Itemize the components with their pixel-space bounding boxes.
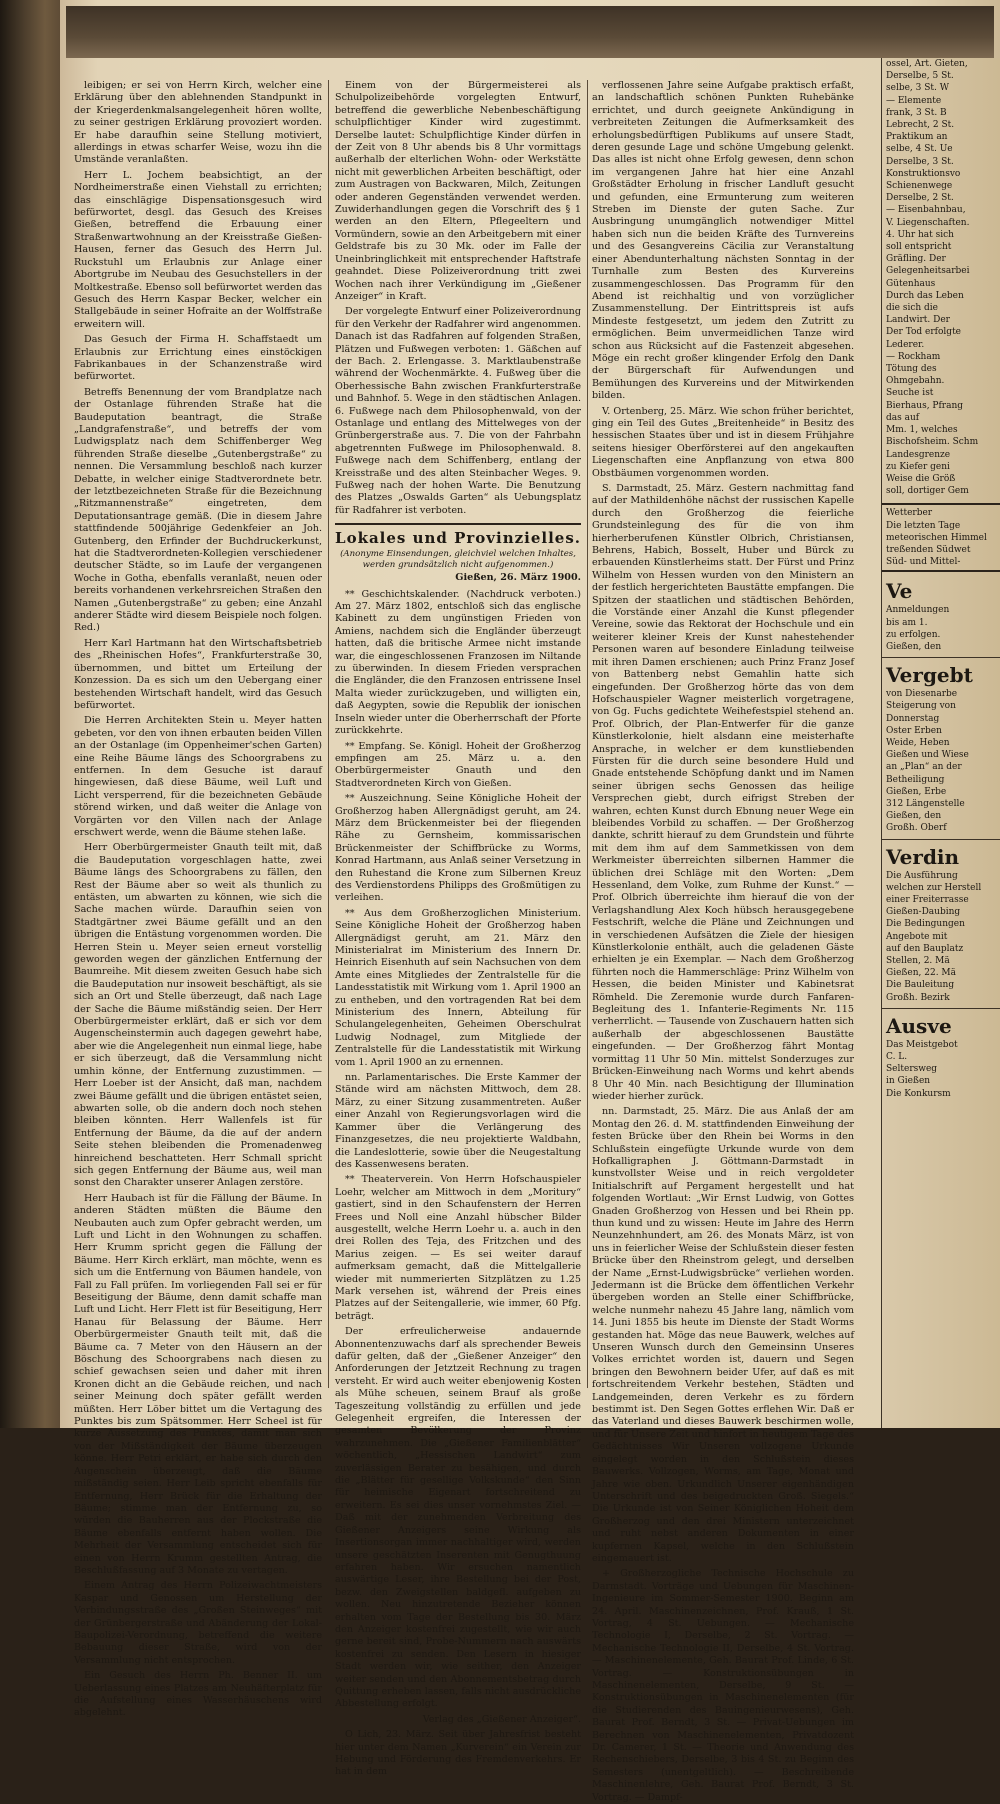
stub-line: Großh. Oberf bbox=[886, 823, 947, 834]
stub-line: ossel, Art. Gieten, bbox=[886, 59, 968, 69]
weather-text bbox=[882, 507, 1000, 568]
stub-line: — Elemente bbox=[886, 95, 942, 106]
stub-line: Praktikum an bbox=[886, 132, 948, 143]
paragraph: Die Herren Architekten Stein u. Meyer hatten gebeten, vor den von ihnen erbauten beiden Villen an der Ostanlage (im Oppenheimer'schen Garten) eine Reihe Bäume längs des Schoorgrabens zu entfernen. In dem Gesuche ist darauf hingewiesen, daß diese Bäume, weil Luft und Licht versperrend, für die bezeichneten Gebäude störend wirken, und daß weiter die Anlage von Vorgärten vor den Villen nach der Anlage erschwert werde, wenn die Bäume stehen laße. bbox=[74, 715, 322, 838]
stub-line: V. Liegenschaften. bbox=[886, 217, 970, 228]
stub-line: meteorischen Himmel bbox=[886, 532, 987, 543]
article-column-2 bbox=[335, 80, 581, 1778]
paragraph: + Großherzogliche Technische Hochschule zu Darmstadt. Vorträge und Uebungen für Maschinen-Ingenieure im Sommer-Semester 1900. Beginn am 24. April. Maschinenzeichnen, Prof. Krauß, 1 St. Vortrag, 4 St. Uebungen. — Mechanische Technologie I, Derselbe, 2 St. Vortrag. — Mechanische Technologie II, Derselbe, 4 St. Vortrag. — Maschinenelemente, Geh. Baurat Prof. Linde, 6 St. Vortrag. — Konstruktionsübungen in Maschinenelementen, Derselbe, 9 St. — Konstruktionsübungen in Maschinenelementen (für die Studierenden des Bauingenieurwesens), Geh. Baurat Prof. Berndt, 3 St. — Privat-Uebungen im Berechnen von Maschinenelementen, Privatdozent Dr. Camerer, 1 St. — Theorie und Anwendung des Rechenschiebers, Derselbe, 3 bis 4 St. zu Beginn des Semesters (unentgeltlich). — Beschreibende Maschinenlehre, Geh. Baurat Prof. Berndt, 3 St. Vortrag. — Dampf- bbox=[592, 1568, 854, 1803]
paragraph: V. Ortenberg, 25. März. Wie schon früher berichtet, ging ein Teil des Gutes „Breitenheide“ in Besitz des hessischen Staates über und ist in diesem Frühjahre seitens hiesiger Oberförsterei auf den angekauften Liegenschaften eine Anpflanzung von etwa 800 Obstbäumen vorgenommen worden. bbox=[592, 405, 854, 479]
dateline: Gießen, 26. März 1900. bbox=[455, 572, 581, 584]
paragraph: Das Gesuch der Firma H. Schaffstaedt um Erlaubnis zur Errichtung eines einstöckigen Fabrikanbaues in der Schanzenstraße wird befürwortet. bbox=[74, 334, 322, 383]
ad-heading: Vergebt bbox=[886, 663, 973, 688]
paragraph: ** Aus dem Großherzoglichen Ministerium. Seine Königliche Hoheit der Großherzog haben Allergnädigst geruht, am 21. März den Ministerialrat im Ministerium des Innern Dr. Heinrich Eisenhuth auf sein Nachsuchen von dem Amte eines Mitgliedes der Zentralstelle für die Landesstatistik mit Wirkung vom 1. April 1900 an zu entheben, und den vortragenden Rat bei dem Ministerium des Innern, Abteilung für Schulangelegenheiten, Geheimen Oberschulrat Ludwig Nodnagel, zum Mitgliede der Zentralstelle für die Landesstatistik mit Wirkung vom 1. April 1900 an zu ernennen. bbox=[335, 907, 581, 1068]
paragraph: Einem von der Bürgermeisterei als Schulpolizeibehörde vorgelegten Entwurf, betreffend die gewerbliche Nebenbeschäftigung schulpflichtiger Kinder wird zugestimmt. Derselbe lautet: Schulpflichtige Kinder dürfen in der Zeit von 8 Uhr abends bis 8 Uhr vormittags außerhalb der elterlichen Wohn- oder Werkstätte nicht mit gewerblichen Arbeiten beschäftigt, oder zum Austragen von Backwaren, Milch, Zeitungen oder anderen Gegenständen verwendet werden. Zuwiderhandlungen gegen die Vorschrift des § 1 werden an den Eltern, Pflegeeltern und Vormündern, sowie an den Arbeitgebern mit einer Geldstrafe bis zu 30 Mk. oder im Falle der Uneinbringlichkeit mit entsprechender Haftstrafe geahndet. Diese Polizeiverordnung tritt zwei Wochen nach ihrer Verkündigung im „Gießener Anzeiger“ in Kraft. bbox=[335, 80, 581, 302]
stub-line: Derselbe, 2 St. bbox=[886, 193, 954, 204]
top-margin-band bbox=[66, 6, 994, 58]
stub-line: C. L. bbox=[886, 1052, 908, 1063]
paragraph: Der erfreulicherweise andauernde Abonnentenzuwachs darf als sprechender Beweis dafür gelten, daß der „Gießener Anzeiger“ den Anforderungen der Jetztzeit Rechnung zu tragen versteht. Er wird auch weiter ebenjowenig Kosten als Mühe scheuen, seinem Brauf als große Tageszeitung vollständig zu erfüllen und jede Gelegenheit ergreifen, die Interessen der gesamten Bevölkerung der Provinz wahrzunehmen. Die „Gießener Familienblätter“ wöchentlich, „Hessischen Landwirt“ zum zuverlässigen Berater zu besähigen, und durch die „Blätter für gesellige Volkskunde“ den Sinn für heimische Eigenart fortschreitend zu erweitern. Es sei dies unser vornehmstes Ziel. — Daß mit der zunehmenden Verbreitung des Gießener Anzeigers seine Wirkung als Insertionsorgan immer nachhaltiger wird, werden unsere geschätzten Inserenten mit Genugthuung erfahren haben. Wir ersuchen namentlich auswärtige Leser, ihre Bestellung bei der Post, bezw. den Zweigstellen baldgefl. aufgeben zu wollen. Neu hinzutretende Bezieher können erhalten vom Tage der Bestellung bis 30. März den Anzeiger kostenfrei zugestellt, wie wir auch gerne bereit sind, Probe-Nummern nach auswärts kostenfrei zu senden. Den Lesern in hiesiger Stadt werden wir, wie seither, den Anzeiger weiter senden und den Abonnementsbetrag durch Quittung erheben lassen, falls nicht ausdrückliche Abbestellung erfolgt. bbox=[335, 1326, 581, 1710]
stub-line: frank, 3 St. B bbox=[886, 107, 947, 118]
column-divider bbox=[587, 80, 588, 1388]
stub-line: Großh. Bezirk bbox=[886, 992, 950, 1003]
stub-line: selbe, 3 St. W bbox=[886, 83, 949, 94]
stub-line: Gießen, 22. Mä bbox=[886, 968, 957, 979]
ad-text bbox=[882, 870, 1000, 1004]
paragraph: verflossenen Jahre seine Aufgabe praktisch erfaßt, an landschaftlich schönen Punkten Ruhebänke errichtet, und durch geeignete Ankündigung in verbreiteten Zeitungen die Aufmerksamkeit des erholungsbedürftigen Publikums auf unsere Stadt, deren gesunde Lage und schöne Umgebung gelenkt. Das alles ist nicht ohne Erfolg gewesen, denn schon im vergangenen Jahre hat hier eine Anzahl Großstädter Erholung in frischer Landluft gesucht und gefunden, eine Ermunterung zum weiteren Streben im Dienste der guten Sache. Zur Ausbringung unumgänglich notwendiger Mittel haben sich nun die beiden Kräfte des Turnvereins und des Gesangvereins Cäcilia zur Veranstaltung einer Abendunterhaltung nächsten Sonntag in der Turnhalle zum Besten des Kurvereins zusammengeschlossen. Das Programm für den Abend ist reichhaltig und von vorzüglicher Zusammenstellung. Der Eintrittspreis ist aufs Mindeste festgesetzt, um jedem den Zutritt zu ermöglichen. Beim unvermeidlichen Tanze wird schon aus Rücksicht auf die Fastenzeit abgesehen. Möge ein recht großer klingender Erfolg den Dank der Bürgerschaft für Aufwendungen und Bemühungen des Kurvereins und der Mitwirkenden bilden. bbox=[592, 80, 854, 402]
paragraph: nn. Darmstadt, 25. März. Die aus Anlaß der am Montag den 26. d. M. stattfindenden Einweihung der festen Brücke über den Rhein bei Worms in den Schlußstein eingefügte Urkunde wurde von dem Hofkalligraphen J. Göttmann-Darmstadt in kunstvollster Weise und in reich vergoldeter Initialschrift auf Pergament hergestellt und hat folgenden Wortlaut: „Wir Ernst Ludwig, von Gottes Gnaden Großherzog von Hessen und bei Rhein pp. thun kund und zu wissen: Heute im Jahre des Herrn Neunzehnhundert, am 26. des Monats März, ist von uns in feierlicher Weise der Schlußstein dieser festen Brücke über den Rheinstrom gelegt, und derselben der Name „Ernst-Ludwigsbrücke“ verliehen worden. Jedermann ist die Brücke dem öffentlichen Verkehr übergeben worden an Stelle einer Schiffbrücke, welche nunmehr nahezu 45 Jahre lang, nämlich vom 14. Juni 1855 bis heute im Dienste der Stadt Worms gestanden hat. Möge das neue Bauwerk, welches auf Unseren Wunsch durch den Gemeinsinn Unseres Volkes errichtet worden ist, dauern und Segen bringen den Bewohnern beider Ufer, auf daß es mit fortschreitendem Verkehr bestehen, Städten und Landgemeinden, deren Verkehr es zu fördern bestimmt ist. Den Segen Gottes erflehen Wir. Daß er das Vaterland und dieses Bauwerk beschirmen wolle, und für Unsere Zeit und hinfort in heutigem Tage des Gedächtnisses Wir Unseren vollzogene Urkunde eingelegt worden in den Schlußstein dieses Bauwerks. Vollzogen, Worms, am Tage, Monat und Jahre wie oben. Urkundlich Unserer eigenhändigen Unterschrift und des beigedruckten Groß. Siegels.“ Die Urkunde ist von Seiner Königlichen Hoheit dem Großherzog und den drei Ministern unterzeichnet und ruht nebst anderen Dokumenten in einer kupfernen Kapsel, welche in den Schlußstein eingemauert ist. bbox=[592, 1106, 854, 1564]
stub-line: Betheiligung bbox=[886, 774, 945, 785]
paragraph: Einem Antrag des Herrn Polizeiwachtmeisters Kaspar und Genossen um Herstellung der Verbindungsstraße des „Großen Steinweges“ mit der Grünbergerstraße und Abänderung der Lokal-Baupolizei-Verordnung, betreffend die weitere Bebauung dieser Straße, wird von der Versammlung nicht entsprochen. bbox=[74, 1580, 322, 1666]
stub-line: Mm. 1, welches bbox=[886, 425, 958, 436]
stub-line: Anmeldungen bbox=[886, 605, 950, 616]
stub-text-block bbox=[882, 58, 1000, 497]
stub-line: an „Plan“ an der bbox=[886, 762, 962, 773]
stub-line: Weide, Heben bbox=[886, 737, 950, 748]
paragraph: Verlag des „Gießener Anzeiger“. bbox=[422, 1713, 581, 1725]
stub-line: Gießen und Wiese bbox=[886, 750, 969, 761]
stub-line: Seltersweg bbox=[886, 1064, 938, 1075]
stub-line: 312 Längenstelle bbox=[886, 798, 965, 809]
stub-line: soll entspricht bbox=[886, 242, 952, 253]
stub-line: — Eisenbahnbau, bbox=[886, 205, 966, 216]
stub-divider bbox=[882, 1008, 1000, 1009]
stub-line: Steigerung von bbox=[886, 701, 956, 712]
stub-line: Durch das Leben bbox=[886, 290, 964, 301]
paragraph: ** Theaterverein. Von Herrn Hofschauspieler Loehr, welcher am Mittwoch in dem „Moritury“ gastiert, sind in den Schaufenstern der Herren Frees und Noll eine Anzahl hübscher Bilder ausgestellt, welche Herrn Loehr u. a. auch in den drei Rollen des Teja, des Fritzchen und des Marius zeigen. — Es sei weiter darauf aufmerksam gemacht, daß die Mittelgallerie wieder mit nummerierten Sitzplätzen zu 1.25 Mark versehen ist, während der Preis eines Platzes auf der Seitengallerie, wie immer, 60 Pfg. beträgt. bbox=[335, 1174, 581, 1322]
stub-line: Die Bedingungen bbox=[886, 919, 965, 930]
stub-line: bis am 1. bbox=[886, 617, 928, 628]
paragraph: ** Geschichtskalender. (Nachdruck verboten.) Am 27. März 1802, entschloß sich das englische Kabinett zu dem ungünstigen Frieden von Amiens, nachdem sich die Engländer überzeugt hatten, daß die britische Armee nicht imstande war, die eingeschlossenen Franzosen im Niltande zu überwinden. In diesem Frieden versprachen die Engländer, die den Franzosen entrissene Insel Malta wieder zurückzugeben, und willigten ein, daß Aegypten, sowie die Republik der ionischen Inseln wieder unter die Oberherrschaft der Pforte zurückkehrte. bbox=[335, 588, 581, 737]
stub-line: Tötung des bbox=[886, 364, 937, 375]
ad-heading: Verdin bbox=[886, 844, 960, 869]
paragraph: nn. Parlamentarisches. Die Erste Kammer der Stände wird am nächsten Mittwoch, dem 28. März, zu einer Sitzung zusammentreten. Außer einer Anzahl von Regierungsvorlagen wird die Kammer über die Verlängerung des Finanzgesetzes, die neu projektierte Waldbahn, die Landeslotterie, sowie über die Neugestaltung des Kassenwesens beraten. bbox=[335, 1072, 581, 1170]
stub-line: welchen zur Herstell bbox=[886, 882, 982, 893]
weather-box bbox=[882, 503, 1000, 572]
stub-line: Derselbe, 5 St. bbox=[886, 71, 954, 82]
stub-line: Ohmgebahn. bbox=[886, 376, 945, 387]
paragraph: Herr Karl Hartmann hat den Wirtschaftsbetrieb des „Rheinischen Hofes“, Frankfurterstraße 30, übernommen, und bittet um Erteilung der Konzession. Da es sich um den Uebergang einer bestehenden Wirtschaft handelt, wird das Gesuch befürwortet. bbox=[74, 637, 322, 711]
stub-line: Derselbe, 3 St. bbox=[886, 156, 954, 167]
paragraph: Herr Haubach ist für die Fällung der Bäume. In anderen Städten müßten die Bäume den Neubauten auch zum Opfer gebracht werden, um Luft und Licht in den Wohnungen zu schaffen. Herr Krumm spricht gegen die Fällung der Bäume. Herr Kirch erklärt, man möchte, wenn es sich um die Entfernung von Bäumen handele, von Fall zu Fall prüfen. Im vorliegenden Fall sei er für Beseitigung der Bäume, denn damit schaffe man Luft und Licht. Herr Flett ist für Beseitigung, Herr Hanau für Belassung der Bäume. Herr Oberbürgermeister Gnauth teilt mit, daß die Bäume ca. 7 Meter von den Häusern an der Böschung des Schoorgrabens nach diesen zu schief gewachsen seien und daher mit ihren Kronen dicht an die Gebäude reichen, und nach seiner Meinung doch später gefällt werden müßten. Herr Löber bittet um die Vertagung des Punktes bis zum Spätsommer. Herr Scheel ist für kurze Aussetzung des Punktes, damit man sich von der Mißständigkeit der Bäume überzeugen könne. Herr Petri erklärt, er habe sich durch den Augenschein überzeugt, daß die Bäume mißständig seien. Herr Leib spricht ebenfalls für Entfernung, Herr Brück für die Erhaltung der Bäume; stimme man der Entfernung zu, so würden die Bauherren aus der Plockstraße die Bäume ebenfalls entfernt haben wollen. Die Mehrheit der Versammlung entscheidet sich für einen von Herrn Krumm gestellten Antrag, die Beschlußfassung auf 3 Monate zu vertagen. bbox=[74, 1192, 322, 1576]
stub-line: das auf bbox=[886, 412, 920, 423]
stub-line: die sich die bbox=[886, 303, 938, 314]
stub-line: selbe, 4 St. Ue bbox=[886, 144, 953, 155]
facing-page-stub bbox=[881, 58, 1000, 1428]
stub-divider bbox=[882, 839, 1000, 840]
stub-line: Donnerstag bbox=[886, 713, 940, 724]
stub-line: Bierhaus, Pfrang bbox=[886, 400, 964, 411]
stub-line: Das Meistgebot bbox=[886, 1039, 958, 1050]
stub-line: Die letzten Tage bbox=[886, 520, 961, 531]
column-divider bbox=[328, 80, 329, 1388]
paragraph: Betreffs Benennung der vom Brandplatze nach der Ostanlage führenden Straße hat die Baudeputation beantragt, die Straße „Landgrafenstraße“, und betreffs der vom Ludwigsplatz nach dem Schiffenberger Weg führenden Straße dieselbe „Gutenbergstraße“ zu nennen. Die Versammlung beschloß nach kurzer Debatte, in welcher einige Stadtverordnete betr. der letztbezeichneten Straße für die Bezeichnung „Ritzmannenstraße“ eingetreten, dem Deputationsantrage gemäß. (Die in diesem Jahre stattfindende 500jährige Gedenkfeier an Joh. Gutenberg, den Erfinder der Buchdruckerkunst, hat die Stadtverordneten-Kollegien verschiedener deutscher Städte, so im Laufe der vergangenen Woche in Gotha, ebenfalls veranlaßt, neuen oder bereits vorhandenen verkehrsreichen Straßen den Namen „Gutenbergstraße“ zu geben; eine Anzahl anderer Städte wird diesem Beispiele noch folgen. Red.) bbox=[74, 386, 322, 634]
stub-line: Die Bauleitung bbox=[886, 980, 955, 991]
stub-line: 4. Uhr hat sich bbox=[886, 229, 954, 240]
stub-line: Schienenwege bbox=[886, 181, 953, 192]
stub-line: Süd- und Mittel- bbox=[886, 557, 961, 568]
stub-line: Landwirt. Der bbox=[886, 315, 950, 326]
stub-line: Stellen, 2. Mä bbox=[886, 956, 950, 966]
stub-line: Gelegenheitsarbei bbox=[886, 266, 970, 277]
stub-line: Seuche ist bbox=[886, 388, 934, 399]
stub-line: Gießen, den bbox=[886, 641, 942, 652]
stub-line: Die Ausführung bbox=[886, 870, 958, 881]
ad-heading: Ausve bbox=[886, 1013, 952, 1038]
stub-line: Angebote mit bbox=[886, 931, 948, 942]
stub-line: Gießen, den bbox=[886, 811, 942, 822]
ad-text bbox=[882, 688, 1000, 834]
section-divider bbox=[335, 523, 581, 525]
stub-line: Lebrecht, 2 St. bbox=[886, 120, 955, 131]
stub-line: Gräfling. Der bbox=[886, 254, 946, 265]
stub-line: Gießen, Erbe bbox=[886, 786, 947, 797]
paragraph: Der vorgelegte Entwurf einer Polizeiverordnung für den Verkehr der Radfahrer wird angenommen. Danach ist das Radfahren auf folgenden Straßen, Plätzen und Fußwegen verboten: 1. Gäßchen auf der Bach. 2. Erlengasse. 3. Marktlaubenstraße während der Wochenmärkte. 4. Fußweg über die Oberhessische Bahn zwischen Frankfurterstraße und Bahnhof. 5. Wege in den städtischen Anlagen. 6. Fußwege nach dem Philosophenwald, von der Ostanlage und entlang des Mittelweges von der Grünbergerstraße aus. 7. Die von der Fahrbahn abgetrennten Fußwege im Philosophenwald. 8. Fußwege nach dem Schiffenberg, entlang der Kreisstraße und des alten Steinbacher Weges. 9. Fußweg nach der hohen Warte. Die Benutzung des Platzes „Oswalds Garten“ als Uebungsplatz für Radfahrer ist verboten. bbox=[335, 306, 581, 516]
stub-line: einer Freiterrasse bbox=[886, 894, 969, 905]
article-column-3 bbox=[592, 80, 854, 1803]
stub-line: auf den Bauplatz bbox=[886, 943, 964, 954]
stub-line: Konstruktionsvo bbox=[886, 168, 961, 179]
paragraph: leibigen; er sei von Herrn Kirch, welcher eine Erklärung über den ablehnenden Standpunkt in der Kriegerdenkmalsangelegenheit hören wollte, zu seiner gestrigen Erklärung provoziert worden. Er habe daraufhin seine Stellung motiviert, allerdings in etwas scharfer Weise, wozu ihn die Umstände veranlaßten. bbox=[74, 80, 322, 166]
paragraph: Ein Gesuch des Herrn Ph. Benner II. um Ueberlassung eines Platzes am Neuhäfterplatz für die Aufstellung eines Wasserhäuschens wird abgelehnt. bbox=[74, 1670, 322, 1719]
paragraph: ** Auszeichnung. Seine Königliche Hoheit der Großherzog haben Allergnädigst geruht, am 24. März dem Brückenmeister bei der fliegenden Rähe zu Gernsheim, kommissarischen Brückenmeister der Schiffbrücke zu Worms, Konrad Hartmann, aus Anlaß seiner Versetzung in den Ruhestand die Krone zum Silbernen Kreuz des Verdienstordens Philipps des Großmütigen zu verleihen. bbox=[335, 793, 581, 904]
section-note: (Anonyme Einsendungen, gleichviel welchen Inhaltes, werden grundsätzlich nicht aufgenommen.) bbox=[340, 549, 576, 570]
stub-line: zu erfolgen. bbox=[886, 629, 941, 640]
stub-line: Wetterber bbox=[886, 508, 933, 519]
stub-line: Gütenhaus bbox=[886, 278, 936, 289]
stub-line: Der Tod erfolgte bbox=[886, 327, 962, 338]
ad-text bbox=[882, 604, 1000, 653]
paragraph: S. Darmstadt, 25. März. Gestern nachmittag fand auf der Mathildenhöhe nächst der russischen Kapelle durch den Großherzog die feierliche Grundsteinlegung des für die von ihm hierherberufenen Künstler Olbrich, Christiansen, Behrens, Habich, Bosselt, Huber und Bürck zu erbauenden Künstlerheims statt. Der Fürst und Prinz Wilhelm von Hessen wurden von den Ministern an der festlich hergerichteten Baustätte empfangen. Die Spitzen der staatlichen und städtischen Behörden, die Vorstände einer Anzahl die Kunst pflegender Vereine, sowie das Rektorat der Hochschule und ein weiterer kleiner Kreis der Kunst nahestehender Personen waren auf besondere Einladung teilweise mit ihren Damen erschienen; auch Prinz Franz Josef von Battenberg nebst Gemahlin hatte sich eingefunden. Der Großherzog hörte das von dem Hofschauspieler Wagner meisterlich vorgetragene, von Gg. Fuchs gedichtete Weihefestspiel stehend an. Prof. Olbrich, der Plan-Entwerfer für die ganze Künstlerkolonie, hielt alsdann eine meisterhafte Ansprache, in welcher er dem kunstliebenden Fürsten für die durch seine besondere Huld und Gnade entstehende Schöpfung dankt und im Namen seiner übrigen sechs Genossen das heilige Versprechen giebt, durch eifrigst Streben der wahren, echten Kunst durch Ebnung neuer Wege ein bleibendes Vorbild zu schaffen. — Der Großherzog dankte, schritt hierauf zu dem Grundstein und führte mit dem ihm auf dem Sammetkissen von dem Werkmeister überreichten silbernen Hammer die üblichen drei Schläge mit den Worten: „Dem Hessenland, dem Volke, zum Ruhme der Kunst.“ — Prof. Olbrich überreichte ihm hierauf die von der Verlagshandlung Alex Koch hübsch herausgegebene Festschrift, welche die Pläne und Zeichnungen und in verschiedenen Aufsätzen die Ziele der hiesigen Künstlerkolonie enthält, auch die geladenen Gäste erhielten je ein Exemplar. — Nach dem Großherzog führten noch die Hammerschläge: Prinz Wilhelm von Hessen, die beiden Minister und Kabinetsrat Römheld. Die Zeremonie wurde durch Fanfaren-Begleitung des 1. Infanterie-Regiments Nr. 115 verherrlicht. — Tausende von Zuschauern hatten sich außerhalb der abgeschlossenen Baustätte eingefunden. — Der Großherzog fährt Montag vormittag 11 Uhr 50 Min. mittelst Sonderzuges zur Brücken-Einweihung nach Worms und kehrt abends 8 Uhr 40 Min. nach Besichtigung der Illumination wieder hierher zurück. bbox=[592, 483, 854, 1102]
stub-line: von Diesenarbe bbox=[886, 689, 958, 700]
book-binding bbox=[0, 0, 60, 1428]
ad-text bbox=[882, 1039, 1000, 1100]
stub-line: Die Konkursm bbox=[886, 1088, 951, 1099]
stub-line: treßenden Südwet bbox=[886, 544, 971, 555]
paragraph: Herr Oberbürgermeister Gnauth teilt mit, daß die Baudeputation vorgeschlagen hatte, zwei Bäume längs des Schoorgrabens zu fällen, den Rest der Bäume aber so weit als thunlich zu entästen, um abwarten zu können, wie sich die Sache machen würde. Daraufhin seien von Stadtgärtner zwei Bäume gefällt und an den übrigen die Entästung vorgenommen worden. Die Herren Stein u. Meyer seien erneut vorstellig geworden wegen der gänzlichen Entfernung der Baumreihe. Mit diesem zweiten Gesuch habe sich die Baudeputation nur insoweit beschäftigt, als sie sich an Ort und Stelle überzeugt, daß nach Lage der Sache die Bäume mißständig seien. Der Herr Oberbürgermeister erklärt, daß er sich vor dem Augenscheinstermin auch dagegen gewehrt habe, aber wie die Angelegenheit nun einmal liege, habe er sich überzeugt, daß die Versammlung nicht umhin könne, der Entfernung zuzustimmen. — Herr Loeber ist der Ansicht, daß man, nachdem zwei Bäume gefällt und die übrigen entästet seien, abwarten solle, ob die andern doch noch stehen bleiben könnten. Herr Wallenfels ist für Entfernung der Bäume, da die auf der andern Seite stehen bleibenden die Promenadenweg hinreichend beschatteten. Herr Schmall spricht sich gegen Entfernung der Bäume aus, weil man sonst den Charakter unserer Anlagen zerstöre. bbox=[74, 842, 322, 1189]
newspaper-page bbox=[60, 0, 1000, 1803]
ad-heading: Ve bbox=[886, 579, 913, 604]
stub-line: Bischofsheim. Schm bbox=[886, 437, 979, 448]
stub-line: Oster Erben bbox=[886, 725, 942, 736]
stub-line: Gießen-Daubing bbox=[886, 907, 961, 918]
stub-line: Landesgrenze bbox=[886, 449, 951, 460]
stub-line: zu Kiefer geni bbox=[886, 461, 950, 472]
paragraph: Herr L. Jochem beabsichtigt, an der Nordheimerstraße einen Viehstall zu errichten; das einschlägige Dispensationsgesuch wird befürwortet, desgl. das Gesuch des Kreises Gießen, betreffend die Erbauung einer Straßenwartwohnung an der Kreisstraße Gießen-Hausen, ferner das Gesuch des Herrn Jul. Ruckstuhl um Erlaubnis zur Anlage einer Abortgrube im Neubau des Gesuchstellers in der Moltkestraße. Ebenso soll befürwortet werden das Gesuch des Herrn Kaspar Becker, welcher ein Stallgebäude in seiner Hofraite an der Wolffstraße erweitern will. bbox=[74, 169, 322, 330]
stub-divider bbox=[882, 657, 1000, 658]
stub-line: in Gießen bbox=[886, 1076, 931, 1087]
stub-line: Lederer. bbox=[886, 339, 925, 350]
stub-line: soll, dortiger Gem bbox=[886, 486, 969, 497]
paragraph: ** Empfang. Se. Königl. Hoheit der Großherzog empfingen am 25. März u. a. den Oberbürgermeister Gnauth und den Stadtverordneten Kirch von Gießen. bbox=[335, 740, 581, 789]
paragraph: O Lich, 23. März. Seit über Jahresfrist besteht hier unter dem Namen „Kurverein“ ein Verein zur Hebung und Förderung des Fremdenverkehrs. Er hat in dem bbox=[335, 1729, 581, 1778]
stub-line: — Rockham bbox=[886, 351, 941, 362]
article-column-1 bbox=[74, 80, 322, 1719]
stub-line: Weise die Größ bbox=[886, 473, 956, 484]
section-heading: Lokales und Provinzielles. bbox=[335, 529, 581, 548]
